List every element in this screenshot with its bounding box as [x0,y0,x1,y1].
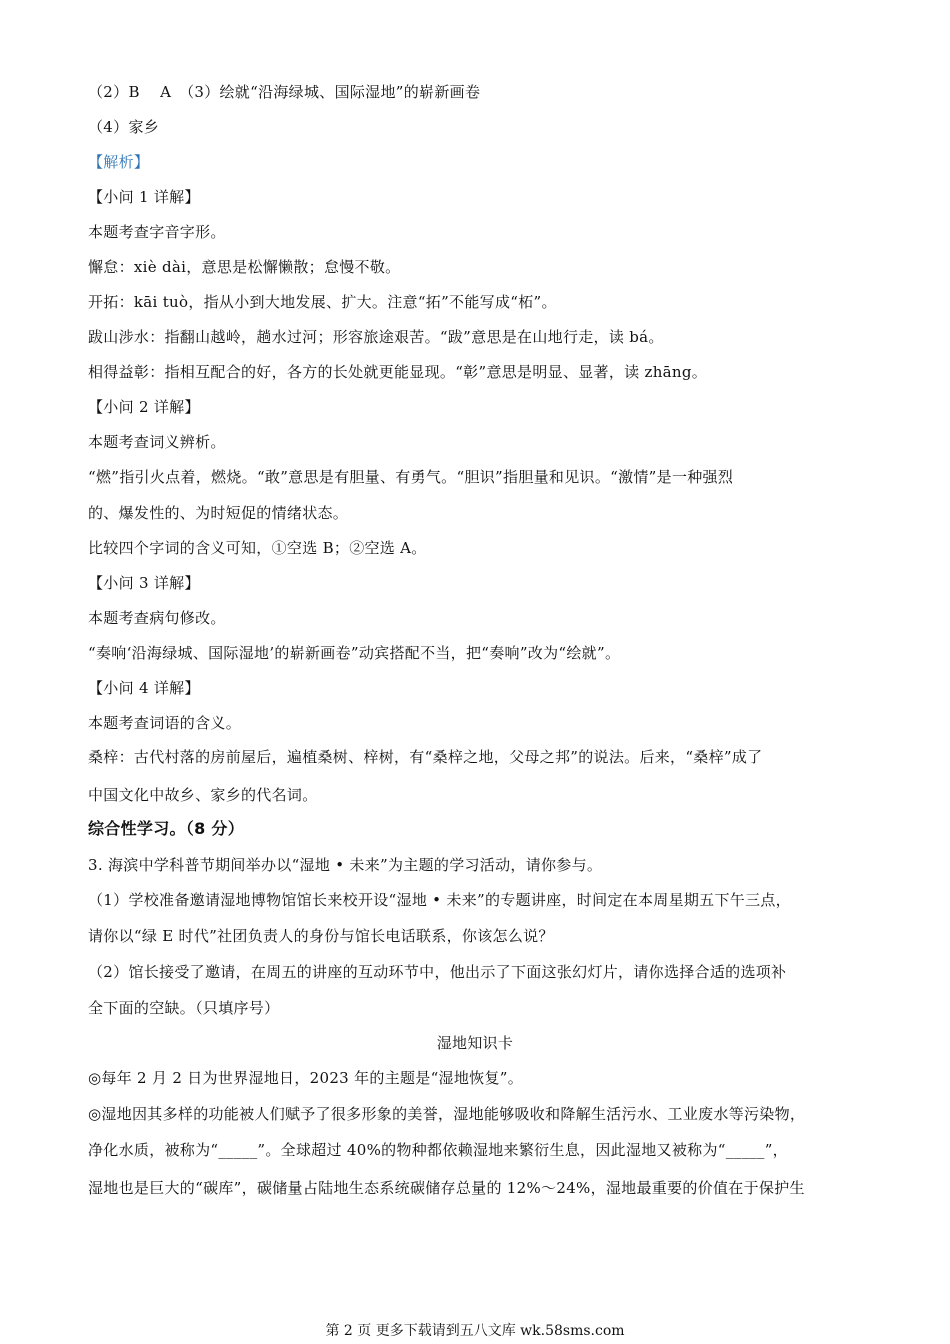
paragraph: 相得益彰：指相互配合的好，各方的长处就更能显现。“彰”意思是明显、显著，读 zhāng。 [88,363,708,381]
paragraph: 全下面的空缺。（只填序号） [88,999,280,1017]
paragraph: 跋山涉水：指翻山越岭，趟水过河；形容旅途艰苦。“跋”意思是在山地行走，读 bá。 [88,328,664,346]
subquestion-3-heading: 【小问 3 详解】 [88,574,200,592]
paragraph: 开拓：kāi tuò，指从小到大地发展、扩大。注意“拓”不能写成“柘”。 [88,293,557,311]
paragraph: 的、爆发性的、为时短促的情绪状态。 [88,504,349,522]
question-3-stem: 3. 海滨中学科普节期间举办以“湿地 • 未来”为主题的学习活动，请你参与。 [88,856,603,874]
answer-line-2-3: （2）B A （3）绘就“沿海绿城、国际湿地”的崭新画卷 [88,83,481,101]
paragraph: “燃”指引火点着，燃烧。“敢”意思是有胆量、有勇气。“胆识”指胆量和见识。“激情”是一种强烈 [88,468,734,486]
page-footer: 第 2 页 更多下载请到五八文库 wk.58sms.com [325,1323,625,1339]
subquestion-2-heading: 【小问 2 详解】 [88,398,200,416]
paragraph: “奏响‘沿海绿城、国际湿地’的崭新画卷”动宾搭配不当，把“奏响”改为“绘就”。 [88,644,621,662]
answer-line-4: （4）家乡 [88,118,160,136]
analysis-heading: 【解析】 [88,153,150,171]
subquestion-4-heading: 【小问 4 详解】 [88,679,200,697]
paragraph: 本题考查词义辨析。 [88,433,226,451]
paragraph: 桑梓：古代村落的房前屋后，遍植桑树、梓树，有“桑梓之地，父母之邦”的说法。后来，“桑梓”成了 [88,748,763,766]
paragraph: 净化水质，被称为“_____”。全球超过 40%的物种都依赖湿地来繁衍生息，因此湿地又被称为“_____”， [88,1141,788,1159]
paragraph: 中国文化中故乡、家乡的代名词。 [88,786,318,804]
paragraph: ◎湿地因其多样的功能被人们赋予了很多形象的美誉，湿地能够吸收和降解生活污水、工业废水等污染物， [88,1105,806,1123]
paragraph: 本题考查病句修改。 [88,609,226,627]
paragraph: 本题考查词语的含义。 [88,714,242,732]
paragraph: （2）馆长接受了邀请，在周五的讲座的互动环节中，他出示了下面这张幻灯片，请你选择合适的选项补 [88,963,787,981]
paragraph: 比较四个字词的含义可知，①空选 B；②空选 A。 [88,539,427,557]
subquestion-1-heading: 【小问 1 详解】 [88,188,200,206]
paragraph: 湿地也是巨大的“碳库”，碳储量占陆地生态系统碳储存总量的 12%～24%，湿地最重要的价值在于保护生 [88,1179,805,1197]
knowledge-card-title: 湿地知识卡 [436,1034,514,1052]
section-heading: 综合性学习。（8 分） [88,819,245,838]
paragraph: ◎每年 2 月 2 日为世界湿地日，2023 年的主题是“湿地恢复”。 [88,1069,524,1087]
paragraph: 本题考查字音字形。 [88,223,226,241]
paragraph: 懈怠：xiè dài，意思是松懈懒散；怠慢不敬。 [88,258,401,276]
paragraph: （1）学校准备邀请湿地博物馆馆长来校开设“湿地 • 未来”的专题讲座，时间定在本周星期五下午三点， [88,891,791,909]
paragraph: 请你以“绿 E 时代”社团负责人的身份与馆长电话联系，你该怎么说？ [88,927,554,945]
